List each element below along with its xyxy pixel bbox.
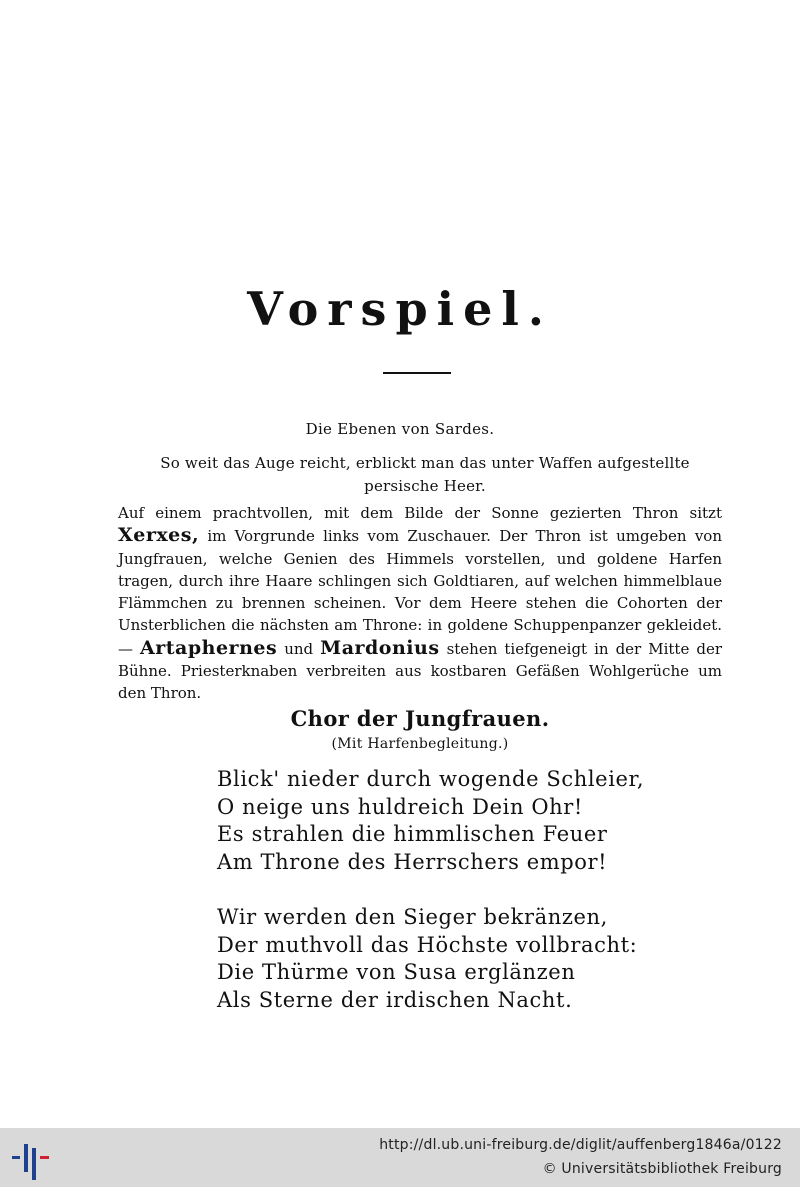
stage-text-part2: im Vorgrunde links vom Zuschauer. Der Thron ist umgeben von Jungfrauen, welche Genien des Himmels vorstellen, und goldene Harfen tragen, durch ihre Haare schlingen sich Goldtiaren, auf welchen himmelblaue Flämmchen zu brennen scheinen. Vor dem Heere stehen die Cohorten der Unsterblichen die nächsten am Throne: in goldene Schuppenpanzer gekleidet. — (118, 527, 722, 658)
permalink-url[interactable]: http://dl.ub.uni-freiburg.de/diglit/auffenberg1846a/0122 (379, 1137, 782, 1153)
verse-line: Blick' nieder durch wogende Schleier, (217, 767, 645, 791)
verse-line: Die Thürme von Susa erglänzen (217, 960, 576, 984)
character-name-mardonius: Mardonius (320, 636, 440, 659)
verse-stanza-2 (217, 904, 637, 1014)
verse-stanza-1 (217, 766, 645, 876)
stage-text-part3: und (284, 639, 314, 658)
stage-direction-main (118, 502, 722, 705)
copyright-notice: © Universitätsbibliothek Freiburg (542, 1161, 782, 1177)
scene-setting: Die Ebenen von Sardes. (305, 420, 495, 438)
chorus-heading: Chor der Jungfrauen. (290, 706, 550, 731)
chorus-note: (Mit Harfenbegleitung.) (331, 736, 509, 752)
stage-direction-intro: So weit das Auge reicht, erblickt man das unter Waffen aufgestellte persische Heer. (160, 454, 690, 495)
title-divider (383, 372, 451, 374)
page-title: Vorspiel. (247, 282, 553, 336)
verse-line: O neige uns huldreich Dein Ohr! (217, 794, 583, 819)
character-name-xerxes: Xerxes, (118, 524, 200, 547)
verse-line: Als Sterne der irdischen Nacht. (217, 987, 573, 1012)
verse-line: Der muthvoll das Höchste vollbracht: (217, 932, 638, 957)
verse-line: Am Throne des Herrschers empor! (217, 849, 608, 874)
character-name-artaphernes: Artaphernes (140, 636, 278, 659)
viewer-footer (0, 1128, 800, 1187)
stage-text-part4: stehen tiefgeneigt in der Mitte der Bühne. Priesterknaben verbreiten aus kostbaren Gefäßen Wohlgerüche um den Thron. (118, 639, 722, 703)
verse-line: Es strahlen die himmlischen Feuer (217, 822, 608, 846)
stage-text-part1: Auf einem prachtvollen, mit dem Bilde der Sonne gezierten Thron sitzt (118, 504, 722, 522)
verse-line: Wir werden den Sieger bekränzen, (217, 905, 608, 929)
ub-freiburg-logo-icon (10, 1136, 54, 1180)
